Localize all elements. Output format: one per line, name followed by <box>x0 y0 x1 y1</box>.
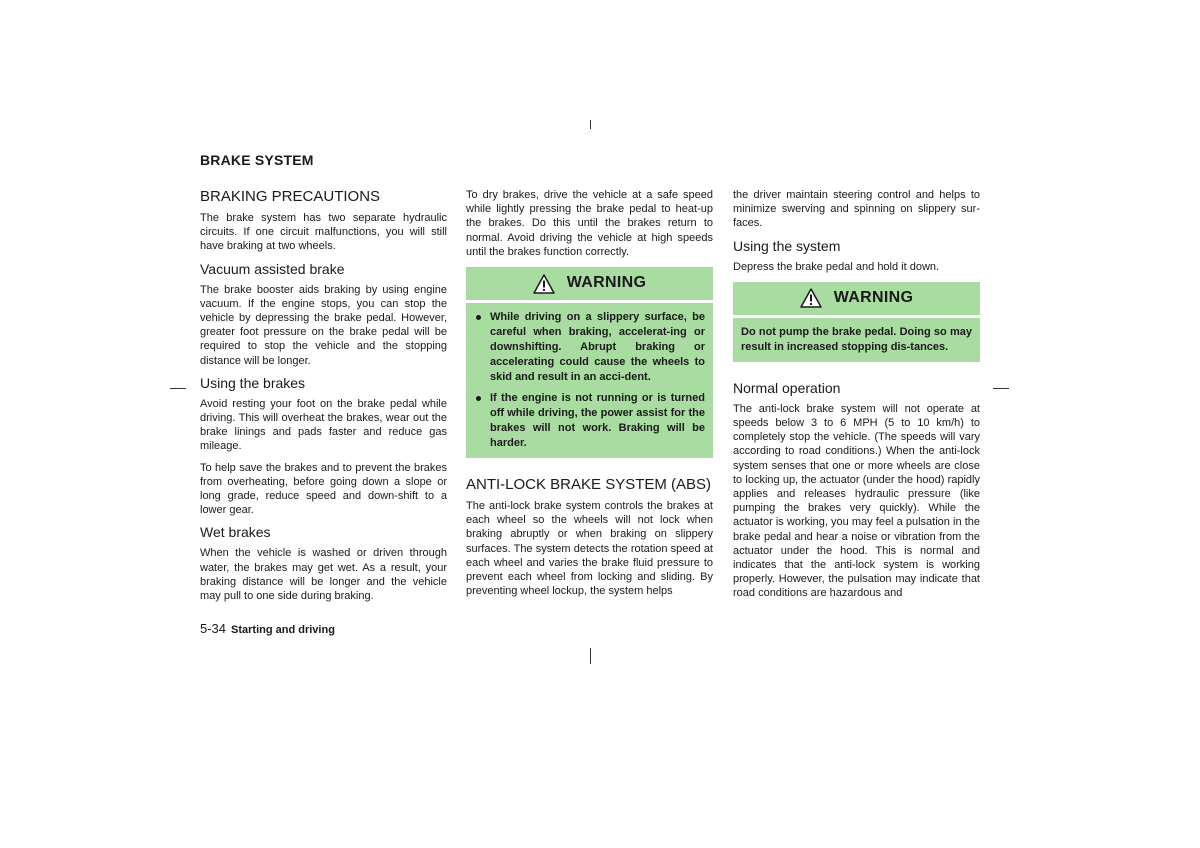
page-number: 5-34 <box>200 621 227 636</box>
crop-mark-left <box>170 388 186 389</box>
wet-brakes-heading: Wet brakes <box>200 524 271 541</box>
warning-triangle-icon <box>800 288 822 308</box>
warning-triangle-icon <box>533 274 555 294</box>
normal-operation-text: The anti-lock brake system will not operate at speeds below 3 to 6 MPH (5 to 10 km/h) to completely stop the vehicle. (The speeds will vary according to road conditions.) When the anti-lock system senses that one or more wheels are close to locking up, the actuator (under the hood) rapidly applies and releases hydraulic pressure (like pumping the brakes very quickly). While the actuator is working, you may feel a pulsation in the brake pedal and hear a noise or vibration from the actuator under the hood. This is normal and indicates that the anti-lock system is working properly. However, the pulsation may indicate that road conditions are hazardous and <box>733 402 980 600</box>
warning-item <box>474 310 705 385</box>
warning-item-text: While driving on a slippery surface, be careful when braking, accelerat-ing or downshifting. Abrupt braking or accelerating could cause the wheels to skid and result in an acci-dent. <box>490 311 705 384</box>
normal-operation-heading: Normal operation <box>733 379 841 396</box>
warning-title-1: WARNING <box>566 274 647 292</box>
warning-item <box>474 391 705 451</box>
warning-header-2 <box>733 282 980 318</box>
warning-body-2 <box>733 318 980 362</box>
warning-box-1 <box>466 267 713 458</box>
warning-box-2 <box>733 282 980 362</box>
using-the-system-text: Depress the brake pedal and hold it down. <box>733 260 940 273</box>
vacuum-assisted-brake-text: The brake booster aids braking by using engine vacuum. If the engine stops, you can stop the vehicle by depressing the brake pedal. However, greater foot pressure on the brake pedal will be required to stop the vehicle and the stopping distance will be longer. <box>200 283 447 367</box>
footer-section-label: Starting and driving <box>231 624 335 636</box>
warning-text-2: Do not pump the brake pedal. Doing so may result in increased stopping dis-tances. <box>741 325 972 353</box>
crop-mark-right <box>993 388 1009 389</box>
vacuum-assisted-brake-heading: Vacuum assisted brake <box>200 260 345 277</box>
abs-continued-text: the driver maintain steering control and helps to minimize swerving and spinning on slippery sur-faces. <box>733 189 980 230</box>
abs-heading: ANTI-LOCK BRAKE SYSTEM (ABS) <box>466 476 712 494</box>
warning-title-2: WARNING <box>833 289 914 307</box>
warning-header-1 <box>466 267 713 303</box>
page-title: BRAKE SYSTEM <box>200 152 314 168</box>
warning-item-text: If the engine is not running or is turned off while driving, the power assist for the brakes will not work. Braking will be harder. <box>490 392 705 450</box>
column-2 <box>466 188 713 605</box>
column-3 <box>733 188 980 608</box>
column-1 <box>200 188 447 610</box>
abs-text: The anti-lock brake system controls the brakes at each wheel so the wheels will not lock when braking abruptly or when braking on slippery surfaces. The system detects the rotation speed at each wheel and varies the brake fluid pressure to prevent each wheel from locking and sliding. By preventing wheel lockup, the system helps <box>466 500 713 598</box>
braking-precautions-heading: BRAKING PRECAUTIONS <box>200 188 381 205</box>
braking-precautions-text: The brake system has two separate hydraulic circuits. If one circuit malfunctions, you will still have braking at two wheels. <box>200 212 447 253</box>
crop-mark-top <box>590 120 591 129</box>
dry-brakes-text: To dry brakes, drive the vehicle at a safe speed while lightly pressing the brake pedal to heat-up the brakes. Do this until the brakes return to normal. Avoid driving the vehicle at high speeds until the brakes function correctly. <box>466 189 713 258</box>
using-the-brakes-text-1: Avoid resting your foot on the brake pedal while driving. This will overheat the brakes, wear out the brake linings and pads faster and reduce gas mileage. <box>200 397 447 453</box>
page-footer <box>200 620 335 638</box>
bullet-icon <box>476 396 481 401</box>
using-the-brakes-text-2: To help save the brakes and to prevent the brakes from overheating, before going down a slope or long grade, reduce speed and down-shift to a lower gear. <box>200 461 447 517</box>
bullet-icon <box>476 315 481 320</box>
using-the-system-heading: Using the system <box>733 237 841 254</box>
wet-brakes-text: When the vehicle is washed or driven through water, the brakes may get wet. As a result, your braking distance will be longer and the vehicle may pull to one side during braking. <box>200 547 447 603</box>
warning-body-1 <box>466 303 713 458</box>
crop-mark-bottom <box>590 648 591 664</box>
using-the-brakes-heading: Using the brakes <box>200 374 306 391</box>
